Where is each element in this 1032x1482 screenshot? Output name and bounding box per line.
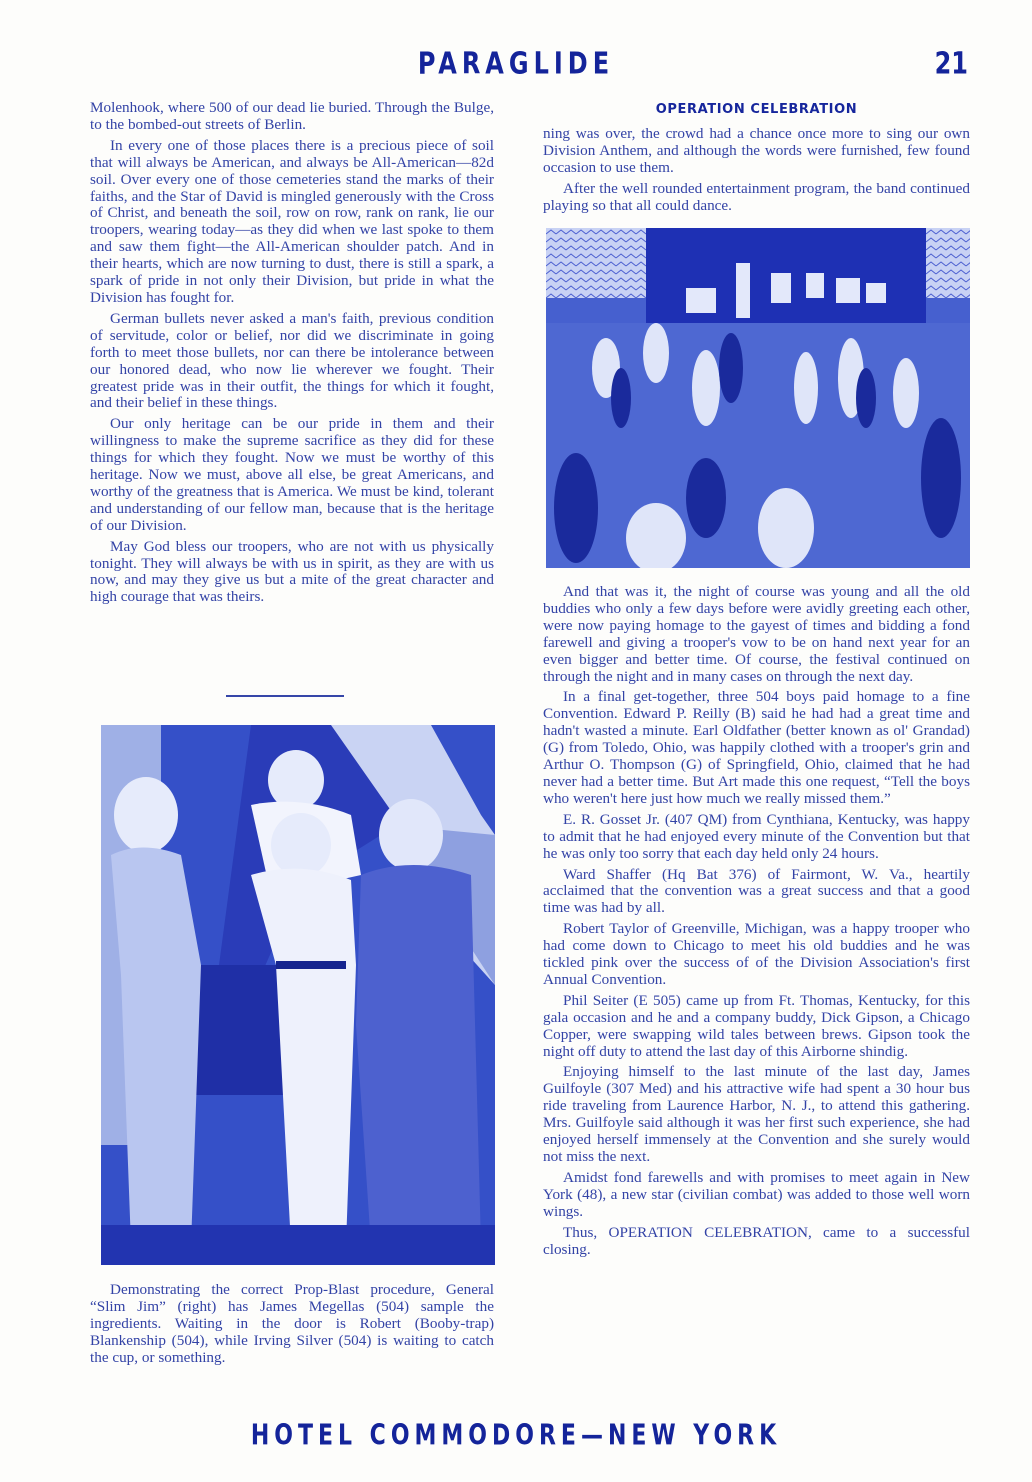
- right-column-bottom: [543, 584, 970, 1262]
- paragraph: May God bless our troopers, who are not with us physically tonight. They will always be with us in spirit, as they are with us now, and may they give us but a mite of the great character and high courage that was theirs.: [90, 537, 494, 606]
- paragraph: Enjoying himself to the last minute of the last day, James Guilfoyle (307 Med) and his attractive wife had spent a 30 hour bus ride traveling from Laurence Harbor, N. J., to attend this gathering. Mrs. Guilfoyle said although it was her first such experience, she had enjoyed herself immensely at the Convention and she surely would not miss the next.: [543, 1063, 970, 1165]
- paragraph: Molenhook, where 500 of our dead lie buried. Through the Bulge, to the bombed-out streets of Berlin.: [90, 99, 494, 133]
- footer-banner: HOTEL COMMODORE—NEW YORK: [250, 1420, 782, 1453]
- prop-blast-photo: [101, 725, 495, 1265]
- section-divider: [226, 695, 344, 697]
- paragraph: And that was it, the night of course was young and all the old buddies who only a few days before were avidly greeting each other, were now paying homage to the gayest of times and bidding a fond farewell and giving a trooper's vow to be on hand next year for an even bigger and better time. Of course, the festival continued on through the night and in many cases on through the next day.: [543, 583, 970, 685]
- paragraph: Amidst fond farewells and with promises to meet again in New York (48), a new star (civilian combat) was added to those well worn wings.: [543, 1168, 970, 1220]
- paragraph: Ward Shaffer (Hq Bat 376) of Fairmont, W. Va., heartily acclaimed that the convention was a great success and that a good time was had by all.: [543, 865, 970, 917]
- page-number: 21: [934, 46, 968, 81]
- dance-floor-photo-image: [546, 228, 970, 568]
- paragraph: Thus, OPERATION CELEBRATION, came to a successful closing.: [543, 1223, 970, 1258]
- paragraph: German bullets never asked a man's faith, previous condition of servitude, color or belief, nor did we discriminate in going forth to meet those bullets, nor can there be intolerance between our honored dead, who now lie wherever we fought. Their greatest pride was in their outfit, the things for which it fought, and their belief in these things.: [90, 309, 494, 412]
- right-column-top: [543, 126, 970, 219]
- photo-caption: [90, 1282, 494, 1367]
- running-head: [0, 46, 1032, 81]
- caption-text: Demonstrating the correct Prop-Blast procedure, General “Slim Jim” (right) has James Megellas (504) sample the ingredients. Waiting in the door is Robert (Booby-trap) Blankenship (504), while Irving Silver (504) is waiting to catch the cup, or something.: [90, 1281, 494, 1366]
- paragraph: Robert Taylor of Greenville, Michigan, was a happy trooper who had come down to Chicago to meet his old buddies and he was tickled pink over the success of of the Division Association's first Annual Convention.: [543, 920, 970, 988]
- paragraph: After the well rounded entertainment program, the band continued playing so that all could dance.: [543, 179, 970, 214]
- paragraph: In a final get-together, three 504 boys paid homage to a fine Convention. Edward P. Reilly (B) said he had had a great time and hadn't wasted a minute. Earl Oldfather (better known as ol' Grandad) (G) from Toledo, Ohio, was happily clothed with a trooper's grin and Arthur O. Thompson (G) of Springfield, Ohio, claimed that he had never had a better time. But Art made this one request, “Tell the boys who weren't here just how much we really missed them.”: [543, 688, 970, 807]
- paragraph: Our only heritage can be our pride in them and their willingness to make the supreme sacrifice as they did for these things for which they fought. Now we must be worthy of this heritage. Now we must, above all else, be great Americans, and worthy of the greatness that is America. We must be kind, tolerant and understanding of our fellow man, because that is the heritage of our Division.: [90, 415, 494, 534]
- paragraph: ning was over, the crowd had a chance once more to sing our own Division Anthem, and although the words were furnished, few found occasion to use them.: [543, 125, 970, 176]
- left-column: [90, 100, 494, 610]
- paragraph: E. R. Gosset Jr. (407 QM) from Cynthiana, Kentucky, was happy to admit that he had enjoyed every minute of the Convention but that he was only too sorry that each day held only 24 hours.: [543, 810, 970, 862]
- running-title: PARAGLIDE: [417, 46, 615, 81]
- prop-blast-photo-image: [101, 725, 495, 1265]
- section-heading: OPERATION CELEBRATION: [655, 102, 858, 117]
- paragraph: Phil Seiter (E 505) came up from Ft. Thomas, Kentucky, for this gala occasion and he and a company buddy, Dick Gipson, a Chicago Copper, were swapping wild tales between brews. Gipson took the night off duty to attend the last day of this Airborne shindig.: [543, 991, 970, 1060]
- paragraph: In every one of those places there is a precious piece of soil that will always be American, and always be All-American—82d soil. Over every one of those cemeteries stand the marks of their faiths, and the Star of David is mingled generously with the Cross of Christ, and beneath the soil, row on row, rank on rank, lie our troopers, wearing today—as they did when we last spoke to them and saw them fight—the All-American shoulder patch. And in their hearts, which are now turning to dust, there is still a spark, a spark of pride in not only their Division, but pride in what the Division has fought for.: [90, 136, 494, 306]
- dance-floor-photo: [546, 228, 970, 568]
